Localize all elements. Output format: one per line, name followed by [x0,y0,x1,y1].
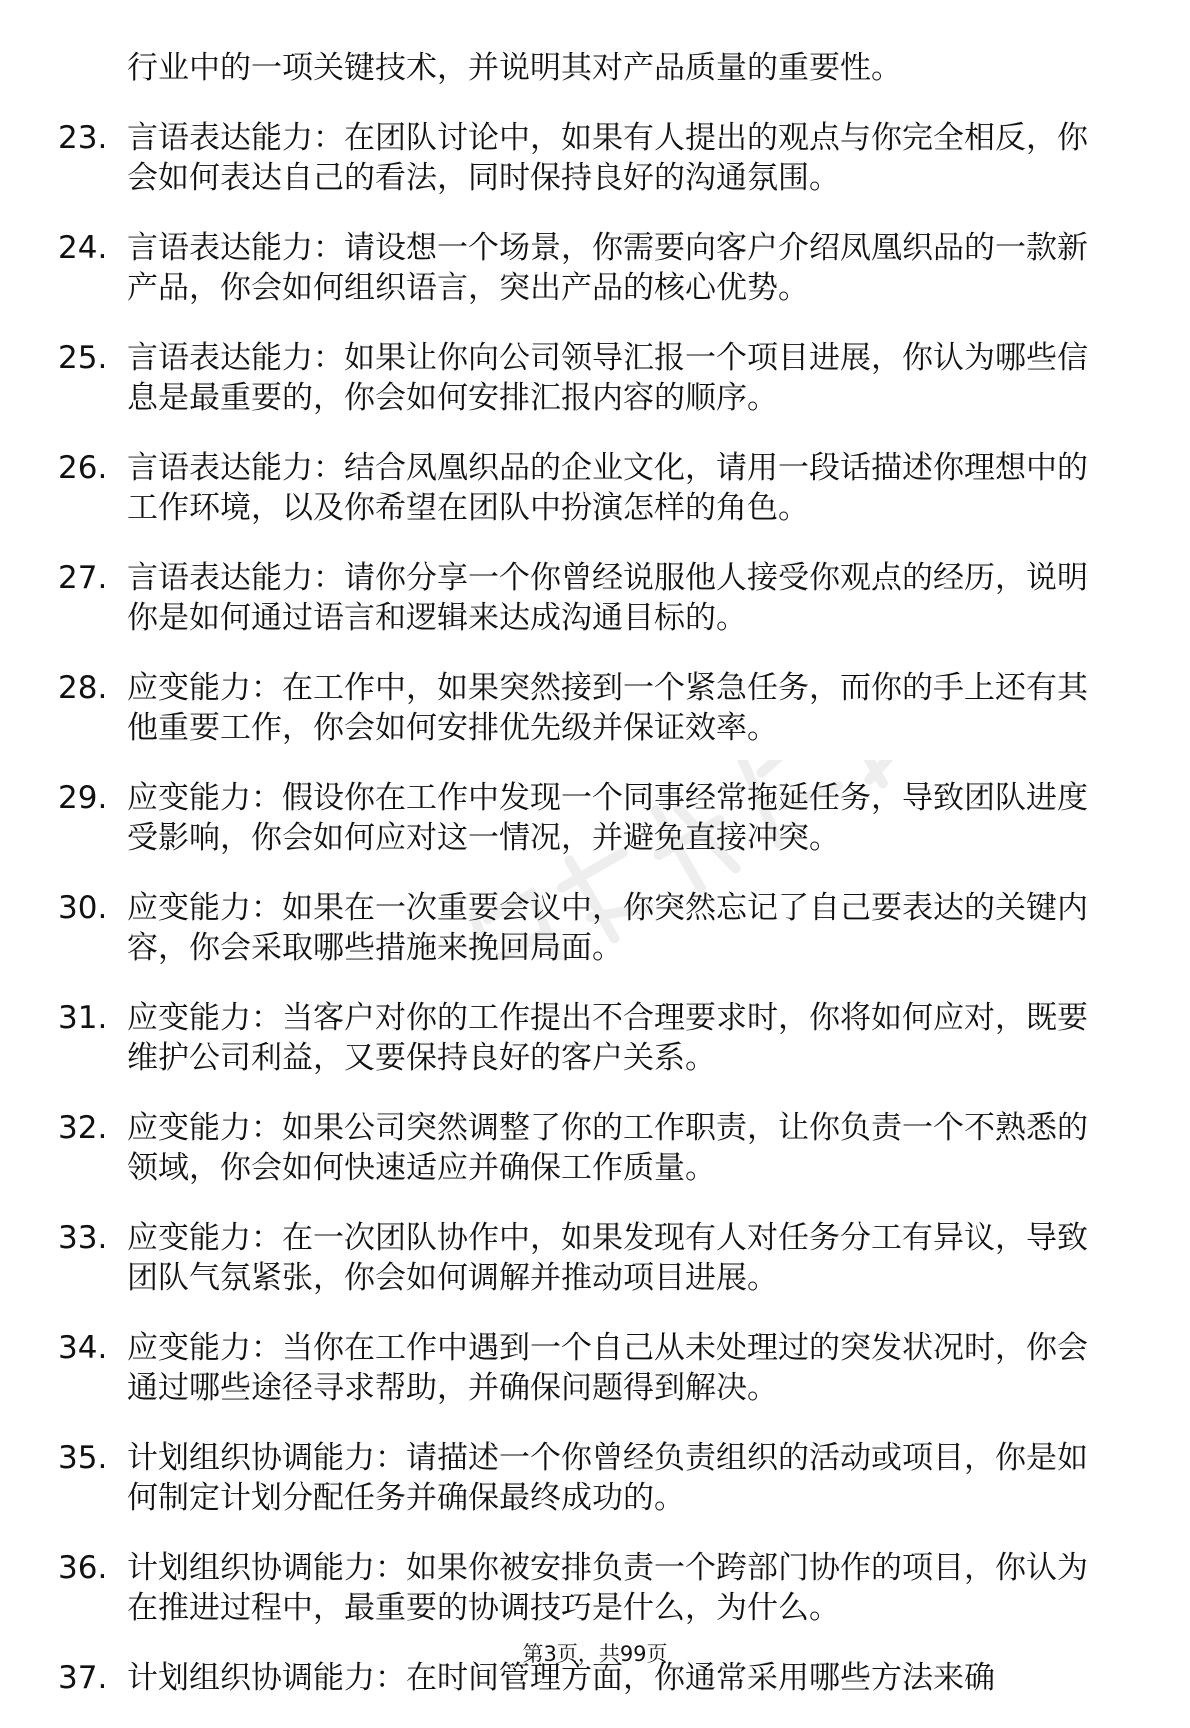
question-text: 言语表达能力：在团队讨论中，如果有人提出的观点与你完全相反，你会如何表达自己的看法，同时保持良好的沟通氛围。 [127,120,1088,196]
question-text: 言语表达能力：结合凤凰织品的企业文化，请用一段话描述你理想中的工作环境，以及你希望在团队中扮演怎样的角色。 [127,450,1088,526]
question-number: 34. [58,1330,108,1366]
question-number: 26. [58,450,108,486]
question-text: 应变能力：在工作中，如果突然接到一个紧急任务，而你的手上还有其他重要工作，你会如何安排优先级并保证效率。 [127,670,1088,746]
question-number: 31. [58,1000,108,1036]
question-item [58,1438,1118,1518]
question-item [58,448,1118,528]
question-item [58,558,1118,638]
question-text: 言语表达能力：请设想一个场景，你需要向客户介绍凤凰织品的一款新产品，你会如何组织语言，突出产品的核心优势。 [127,230,1088,306]
continuation-line: 行业中的一项关键技术，并说明其对产品质量的重要性。 [127,50,902,86]
question-number: 35. [58,1440,108,1476]
question-text: 计划组织协调能力：如果你被安排负责一个跨部门协作的项目，你认为在推进过程中，最重要的协调技巧是什么，为什么。 [127,1550,1088,1626]
question-text: 言语表达能力：如果让你向公司领导汇报一个项目进展，你认为哪些信息是最重要的，你会如何安排汇报内容的顺序。 [127,340,1088,416]
question-text: 计划组织协调能力：在时间管理方面，你通常采用哪些方法来确 [127,1660,995,1696]
question-number: 32. [58,1110,108,1146]
question-number: 28. [58,670,108,706]
question-item [58,1548,1118,1628]
question-text: 应变能力：在一次团队协作中，如果发现有人对任务分工有异议，导致团队气氛紧张，你会如何调解并推动项目进展。 [127,1220,1088,1296]
question-item [58,1328,1118,1408]
question-list [58,48,1118,1728]
question-item [58,1108,1118,1188]
question-text: 应变能力：当客户对你的工作提出不合理要求时，你将如何应对，既要维护公司利益，又要保持良好的客户关系。 [127,1000,1088,1076]
question-text: 言语表达能力：请你分享一个你曾经说服他人接受你观点的经历，说明你是如何通过语言和逻辑来达成沟通目标的。 [127,560,1088,636]
question-text: 应变能力：当你在工作中遇到一个自己从未处理过的突发状况时，你会通过哪些途径寻求帮助，并确保问题得到解决。 [127,1330,1088,1406]
question-text: 应变能力：如果在一次重要会议中，你突然忘记了自己要表达的关键内容，你会采取哪些措施来挽回局面。 [127,890,1088,966]
question-item [58,228,1118,308]
question-item [58,668,1118,748]
question-number: 37. [58,1660,108,1696]
question-number: 29. [58,780,108,816]
question-number: 30. [58,890,108,926]
question-item [58,888,1118,968]
question-text: 应变能力：假设你在工作中发现一个同事经常拖延任务，导致团队进度受影响，你会如何应对这一情况，并避免直接冲突。 [127,780,1088,856]
question-number: 25. [58,340,108,376]
question-text: 计划组织协调能力：请描述一个你曾经负责组织的活动或项目，你是如何制定计划分配任务并确保最终成功的。 [127,1440,1088,1516]
question-item [58,338,1118,418]
question-item [58,1218,1118,1298]
page-footer: 第3页，共99页 [522,1642,668,1666]
question-number: 36. [58,1550,108,1586]
question-number: 23. [58,120,108,156]
question-number: 24. [58,230,108,266]
question-number: 27. [58,560,108,596]
question-number: 33. [58,1220,108,1256]
question-item [58,778,1118,858]
question-item [58,118,1118,198]
question-item [58,998,1118,1078]
question-text: 应变能力：如果公司突然调整了你的工作职责，让你负责一个不熟悉的领域，你会如何快速适应并确保工作质量。 [127,1110,1088,1186]
